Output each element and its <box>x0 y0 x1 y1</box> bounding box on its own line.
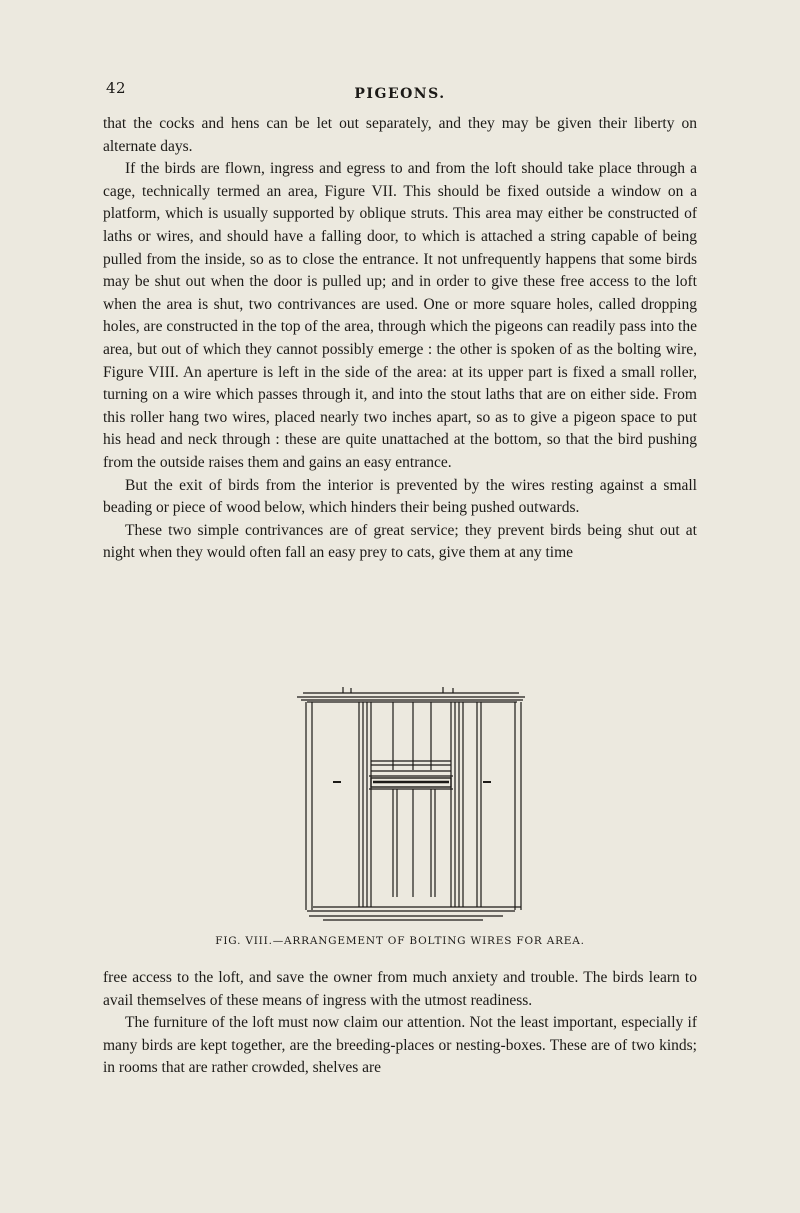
paragraph: If the birds are flown, ingress and egress to and from the loft should take place through a cage, technically termed an area, Figure VII. This should be fixed outside a window on a platform, which is usually supported by oblique struts. This area may either be constructed of laths or wires, and should have a falling door, to which is attached a string capable of being pulled from the inside, so as to close the entrance. It not unfrequently happens that some birds may be shut out when the door is pulled up; and in order to give these free access to the loft when the area is shut, two contrivances are used. One or more square holes, called dropping holes, are constructed in the top of the area, through which the pigeons can readily pass into the area, but out of which they cannot possibly emerge : the other is spoken of as the bolting wire, Figure VIII. An aperture is left in the side of the area: at its upper part is fixed a small roller, turning on a wire which passes through it, and into the stout laths that are on either side. From this roller hang two wires, placed nearly two inches apart, so as to give a pigeon space to put his head and neck through : these are quite unattached at the bottom, so that the bird pushing from the outside raises them and gains an easy entrance. <box>103 160 697 471</box>
figure-caption: FIG. VIII.—ARRANGEMENT OF BOLTING WIRES FOR AREA. <box>215 935 585 947</box>
bolting-wires-drawing <box>293 685 529 929</box>
text-block-top <box>103 113 697 565</box>
text-block-bottom <box>103 967 697 1080</box>
paragraph: But the exit of birds from the interior is prevented by the wires resting against a small beading or piece of wood below, which hinders their being pushed outwards. <box>103 476 697 517</box>
paragraph: These two simple contrivances are of great service; they prevent birds being shut out at night when they would often fall an easy prey to cats, give them at any time <box>103 521 697 562</box>
paragraph: that the cocks and hens can be let out separately, and they may be given their liberty on alternate days. <box>103 115 697 155</box>
page-number: 42 <box>106 79 127 97</box>
paragraph: The furniture of the loft must now claim our attention. Not the least important, especially if many birds are kept together, are the breeding-places or nesting-boxes. These are of two kinds; in rooms that are rather crowded, shelves are <box>103 1014 697 1077</box>
paragraph: free access to the loft, and save the owner from much anxiety and trouble. The birds learn to avail themselves of these means of ingress with the utmost readiness. <box>103 969 697 1009</box>
figure-bolting-wires-illustration <box>293 685 529 929</box>
running-head: PIGEONS. <box>354 86 446 102</box>
